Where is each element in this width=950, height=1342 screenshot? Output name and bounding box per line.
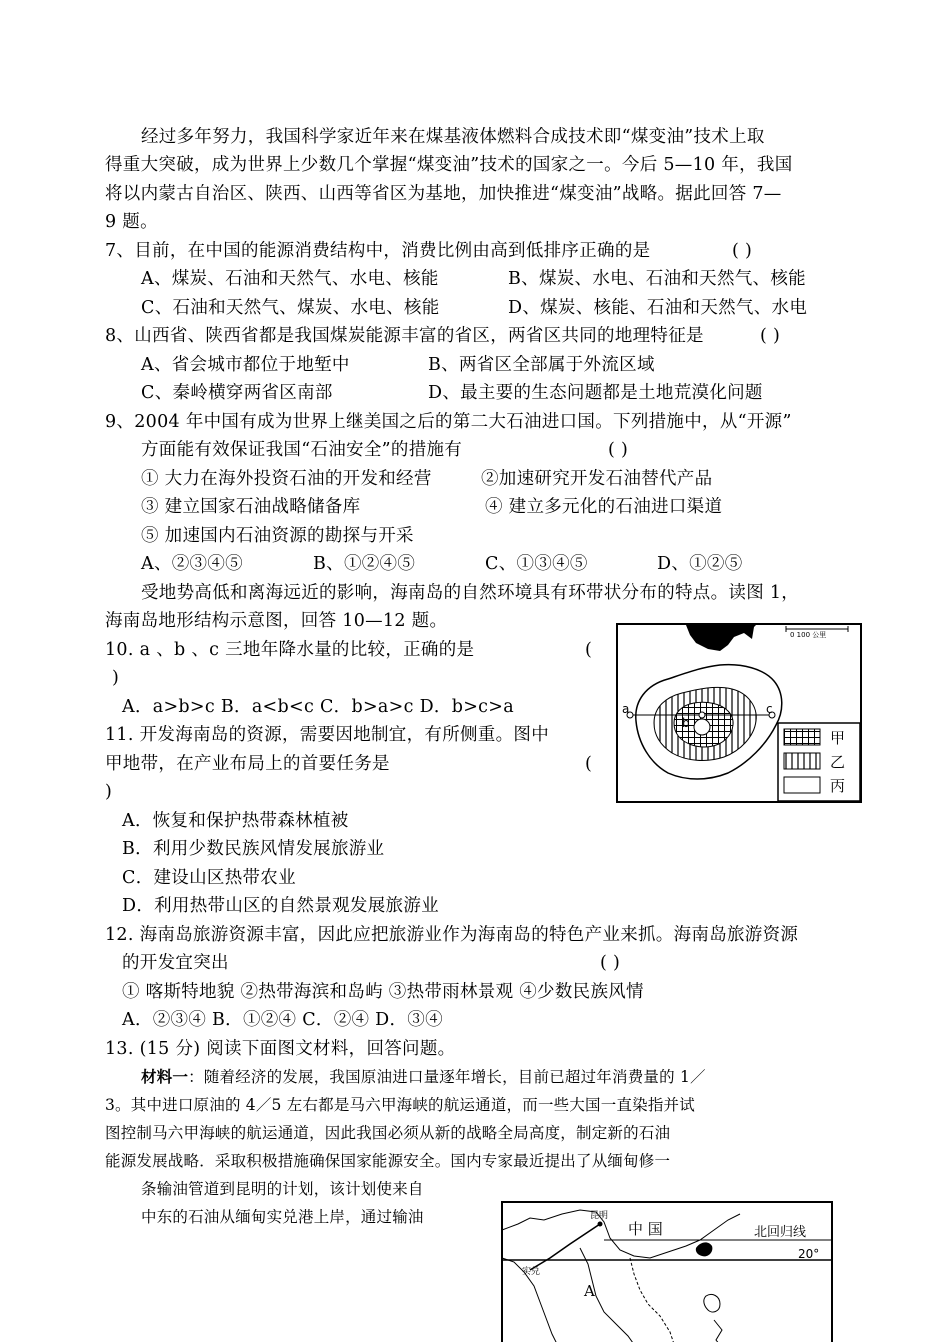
pipeline-map xyxy=(500,1200,836,1342)
material-text-1: ：随着经济的发展，我国原油进口量逐年增长，目前已超过年消费量的 1／ xyxy=(188,1068,706,1086)
q12-items: ① 喀斯特地貌 ②热带海滨和岛屿 ③热带雨林景观 ④少数民族风情 xyxy=(122,982,644,1002)
scale-label: 0 100 公里 xyxy=(790,631,827,639)
kunming-label: 昆明 xyxy=(590,1211,609,1221)
point-c-label: c xyxy=(766,702,773,716)
q9-option-d: D、①②⑤ xyxy=(657,554,743,574)
q8-stem: 8、山西省、陕西省都是我国煤炭能源丰富的省区，两省区共同的地理特征是 xyxy=(105,326,704,346)
q13-material-line-5: 条输油管道到昆明的计划，该计划使来自 xyxy=(141,1180,424,1198)
legend-label-bing: 丙 xyxy=(830,777,846,795)
q11-option-a: A．恢复和保护热带森林植被 xyxy=(122,811,349,831)
q10-bracket-close: ) xyxy=(112,668,120,688)
q13-material-line-6: 中东的石油从缅甸实兑港上岸，通过输油 xyxy=(141,1208,424,1226)
q9-option-a: A、②③④⑤ xyxy=(141,554,243,574)
legend-swatch-bing xyxy=(784,777,820,793)
q7-option-a: A、煤炭、石油和天然气、水电、核能 xyxy=(141,269,439,289)
point-b-label: b xyxy=(682,716,690,730)
degree-label: 20° xyxy=(798,1247,820,1261)
q11-bracket-close: ) xyxy=(105,782,113,802)
q11-option-b: B．利用少数民族风情发展旅游业 xyxy=(122,839,385,859)
legend-label-yi: 乙 xyxy=(830,753,846,771)
q13-material-line-3: 图控制马六甲海峡的航运通道，因此我国必须从新的战略全局高度，制定新的石油 xyxy=(105,1124,671,1142)
q12-options: A．②③④ B．①②④ C．②④ D．③④ xyxy=(122,1010,443,1030)
sittwe-label: 实兑 xyxy=(522,1267,541,1277)
zone-center xyxy=(694,719,710,735)
map-legend xyxy=(778,723,860,801)
q11-option-d: D．利用热带山区的自然景观发展旅游业 xyxy=(122,896,439,916)
q11-stem-2: 甲地带，在产业布局上的首要任务是 xyxy=(105,754,390,774)
legend-label-jia: 甲 xyxy=(830,729,846,747)
hainan-intro-2: 海南岛地形结构示意图，回答 10—12 题。 xyxy=(105,611,448,631)
point-a-label: a xyxy=(622,702,630,716)
q11-stem-1: 11. 开发海南岛的资源，需要因地制宜，有所侧重。图中 xyxy=(105,725,549,745)
kunming-dot xyxy=(598,1222,603,1227)
q7-bracket: ( ) xyxy=(732,241,753,261)
q13-material-line-4: 能源发展战略．采取积极措施确保国家能源安全。国内专家最近提出了从缅甸修一 xyxy=(105,1152,671,1170)
intro-line-3: 将以内蒙古自治区、陕西、山西等省区为基地，加快推进“煤变油”战略。据此回答 7— xyxy=(105,184,782,204)
q9-stem-2: 方面能有效保证我国“石油安全”的措施有 xyxy=(141,440,463,460)
legend-swatch-yi xyxy=(784,753,820,769)
q9-option-c: C、①③④⑤ xyxy=(485,554,588,574)
q12-stem-1: 12. 海南岛旅游资源丰富，因此应把旅游业作为海南岛的特色产业来抓。海南岛旅游资源 xyxy=(105,925,799,945)
intro-line-2: 得重大突破，成为世界上少数几个掌握“煤变油”技术的国家之一。今后 5—10 年，我国 xyxy=(105,155,793,175)
q9-option-b: B、①②④⑤ xyxy=(313,554,416,574)
point-b-marker xyxy=(699,712,705,718)
q10-bracket-open: ( xyxy=(585,640,593,660)
q12-bracket: ( ) xyxy=(600,953,621,973)
q8-option-b: B、两省区全部属于外流区域 xyxy=(428,355,655,375)
intro-line-1: 经过多年努力，我国科学家近年来在煤基液体燃料合成技术即“煤变油”技术上取 xyxy=(141,127,765,147)
q9-bracket: ( ) xyxy=(608,440,629,460)
china-label: 中 国 xyxy=(628,1220,663,1238)
q13-stem: 13. (15 分) 阅读下面图文材料，回答问题。 xyxy=(105,1039,456,1059)
label-a: A xyxy=(584,1282,595,1300)
q7-option-d: D、煤炭、核能、石油和天然气、水电 xyxy=(508,298,808,318)
q9-item-2: ②加速研究开发石油替代产品 xyxy=(481,469,713,489)
q11-bracket-open: ( xyxy=(585,754,593,774)
q9-item-3: ③ 建立国家石油战略储备库 xyxy=(141,497,361,517)
q8-option-d: D、最主要的生态问题都是土地荒漠化问题 xyxy=(428,383,763,403)
material-label: 材料一 xyxy=(141,1067,189,1086)
tropic-label: 北回归线 xyxy=(754,1225,807,1240)
q7-option-b: B、煤炭、水电、石油和天然气、核能 xyxy=(508,269,806,289)
q12-stem-2: 的开发宜突出 xyxy=(122,953,229,973)
intro-line-4: 9 题。 xyxy=(105,212,158,232)
q13-material-line-2: 3。其中进口原油的 4／5 左右都是马六甲海峡的航运通道，而一些大国一直染指并试 xyxy=(105,1096,695,1114)
q13-material-line-1 xyxy=(141,1065,706,1089)
q8-bracket: ( ) xyxy=(760,326,781,346)
hainan-terrain-map xyxy=(616,623,862,803)
q8-option-a: A、省会城市都位于地堑中 xyxy=(141,355,350,375)
map2-frame xyxy=(502,1202,832,1342)
q11-option-c: C．建设山区热带农业 xyxy=(122,868,296,888)
q10-options: A．a>b>c B．a<b<c C．b>a>c D．b>c>a xyxy=(122,697,514,717)
q9-stem-1: 9、2004 年中国有成为世界上继美国之后的第二大石油进口国。下列措施中，从“开源” xyxy=(105,412,792,432)
q10-stem: 10. a 、b 、c 三地年降水量的比较，正确的是 xyxy=(105,640,475,660)
q7-option-c: C、石油和天然气、煤炭、水电、核能 xyxy=(141,298,440,318)
q9-item-4: ④ 建立多元化的石油进口渠道 xyxy=(485,497,723,517)
hainan-intro-1: 受地势高低和离海远近的影响，海南岛的自然环境具有环带状分布的特点。读图 1， xyxy=(141,583,800,603)
q8-option-c: C、秦岭横穿两省区南部 xyxy=(141,383,333,403)
q7-stem: 7、目前，在中国的能源消费结构中，消费比例由高到低排序正确的是 xyxy=(105,241,651,261)
q9-item-1: ① 大力在海外投资石油的开发和经营 xyxy=(141,469,432,489)
legend-swatch-jia xyxy=(784,729,820,745)
q9-item-5: ⑤ 加速国内石油资源的勘探与开采 xyxy=(141,526,414,546)
